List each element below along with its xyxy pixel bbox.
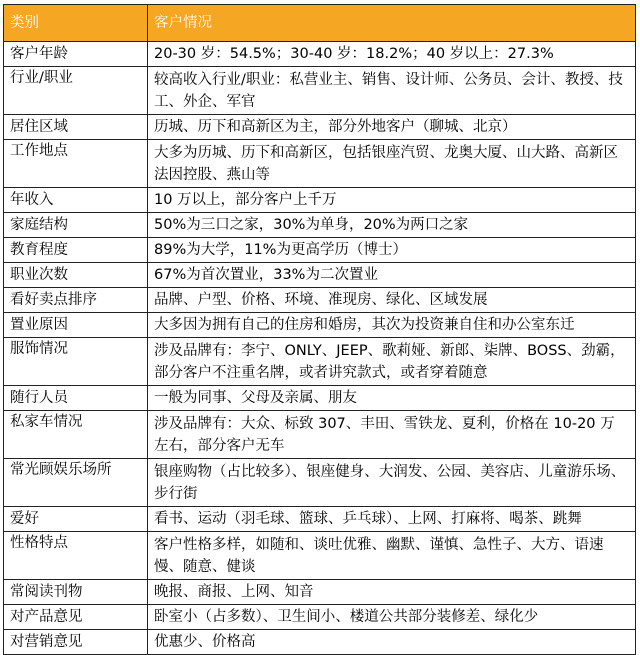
table-row	[4, 213, 636, 238]
table-row	[4, 42, 636, 67]
row-category: 行业/职业	[4, 67, 148, 115]
row-category: 职业次数	[4, 263, 148, 288]
customer-profile-table	[3, 4, 636, 655]
row-situation: 较高收入行业/职业：私营业主、销售、设计师、公务员、会计、教授、技工、外企、军官	[148, 67, 636, 115]
row-situation: 大多因为拥有自己的住房和婚房，其次为投资兼自住和办公室东迁	[148, 313, 636, 338]
row-situation: 晚报、商报、上网、知音	[148, 580, 636, 605]
row-situation: 客户性格多样，如随和、谈吐优雅、幽默、谨慎、急性子、大方、语速慢、随意、健谈	[148, 532, 636, 580]
table-header-row	[4, 5, 636, 42]
row-category: 私家车情况	[4, 411, 148, 459]
row-situation: 历城、历下和高新区为主，部分外地客户（聊城、北京）	[148, 115, 636, 140]
row-category: 看好卖点排序	[4, 288, 148, 313]
row-category: 置业原因	[4, 313, 148, 338]
table-row	[4, 386, 636, 411]
table-row	[4, 263, 636, 288]
table-row	[4, 532, 636, 580]
table-row	[4, 459, 636, 507]
header-situation: 客户情况	[148, 5, 636, 42]
row-situation: 89%为大学，11%为更高学历（博士）	[148, 238, 636, 263]
table-row	[4, 411, 636, 459]
table-row	[4, 140, 636, 188]
row-situation: 优惠少、价格高	[148, 630, 636, 655]
row-category: 教育程度	[4, 238, 148, 263]
row-category: 常阅读刊物	[4, 580, 148, 605]
row-situation: 大多为历城、历下和高新区，包括银座汽贸、龙奥大厦、山大路、高新区法因控股、燕山等	[148, 140, 636, 188]
row-category: 对产品意见	[4, 605, 148, 630]
table-row	[4, 338, 636, 386]
table-row	[4, 115, 636, 140]
row-situation: 10 万以上，部分客户上千万	[148, 188, 636, 213]
row-category: 爱好	[4, 507, 148, 532]
row-category: 家庭结构	[4, 213, 148, 238]
row-category: 性格特点	[4, 532, 148, 580]
table-row	[4, 580, 636, 605]
row-situation: 67%为首次置业，33%为二次置业	[148, 263, 636, 288]
row-category: 工作地点	[4, 140, 148, 188]
row-category: 年收入	[4, 188, 148, 213]
row-situation: 涉及品牌有：李宁、ONLY、JEEP、歌莉娅、新郎、柒牌、BOSS、劲霸，部分客户不注重名牌，或者讲究款式，或者穿着随意	[148, 338, 636, 386]
row-category: 服饰情况	[4, 338, 148, 386]
table-row	[4, 313, 636, 338]
row-category: 客户年龄	[4, 42, 148, 67]
table-row	[4, 630, 636, 655]
table-row	[4, 67, 636, 115]
row-situation: 看书、运动（羽毛球、篮球、乒乓球）、上网、打麻将、喝茶、跳舞	[148, 507, 636, 532]
row-situation: 50%为三口之家，30%为单身，20%为两口之家	[148, 213, 636, 238]
row-situation: 银座购物（占比较多）、银座健身、大润发、公园、美容店、儿童游乐场、步行街	[148, 459, 636, 507]
table-row	[4, 605, 636, 630]
table-row	[4, 238, 636, 263]
table-row	[4, 288, 636, 313]
table-row	[4, 507, 636, 532]
row-category: 对营销意见	[4, 630, 148, 655]
row-situation: 涉及品牌有：大众、标致 307、丰田、雪铁龙、夏利，价格在 10-20 万左右，部分客户无车	[148, 411, 636, 459]
row-category: 随行人员	[4, 386, 148, 411]
table-row	[4, 188, 636, 213]
row-situation: 卧室小（占多数）、卫生间小、楼道公共部分装修差、绿化少	[148, 605, 636, 630]
row-category: 居住区域	[4, 115, 148, 140]
row-category: 常光顾娱乐场所	[4, 459, 148, 507]
row-situation: 品牌、户型、价格、环境、准现房、绿化、区域发展	[148, 288, 636, 313]
row-situation: 20-30 岁：54.5%；30-40 岁：18.2%；40 岁以上：27.3%	[148, 42, 636, 67]
row-situation: 一般为同事、父母及亲属、朋友	[148, 386, 636, 411]
header-category: 类别	[4, 5, 148, 42]
